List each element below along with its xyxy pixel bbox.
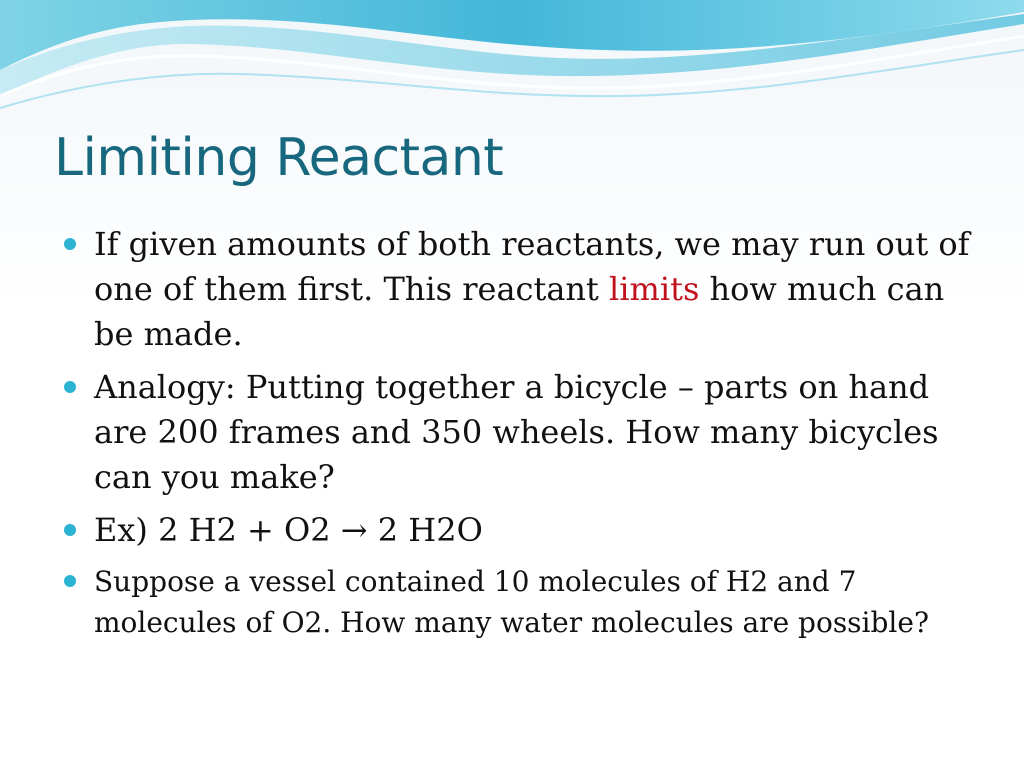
bullet-item-2 (62, 365, 982, 500)
bullet-4-text: Suppose a vessel contained 10 molecules of H2 and 7 molecules of O2. How many water molecules are possible? (94, 565, 929, 639)
bullet-dot-icon (64, 381, 76, 393)
bullet-item-1 (62, 222, 982, 357)
bullet-dot-icon (64, 524, 76, 536)
bullet-item-3 (62, 508, 982, 553)
bullet-dot-icon (64, 238, 76, 250)
bullet-3-text: Ex) 2 H2 + O2 → 2 H2O (94, 511, 483, 549)
bullet-dot-icon (64, 575, 76, 587)
bullet-1-text-start: If given amounts of both reactants, we may run out of one of them first. This reactant (94, 225, 970, 308)
bullet-item-4 (62, 561, 982, 643)
wave-decoration (0, 0, 1024, 130)
bullet-1-text-end: how much can be made. (94, 270, 945, 353)
bullet-1-highlight: limits (609, 270, 700, 308)
bullet-list (62, 222, 982, 643)
bullet-2-text: Analogy: Putting together a bicycle – parts on hand are 200 frames and 350 wheels. How many bicycles can you make? (94, 368, 939, 496)
slide-title: Limiting Reactant (54, 128, 504, 188)
